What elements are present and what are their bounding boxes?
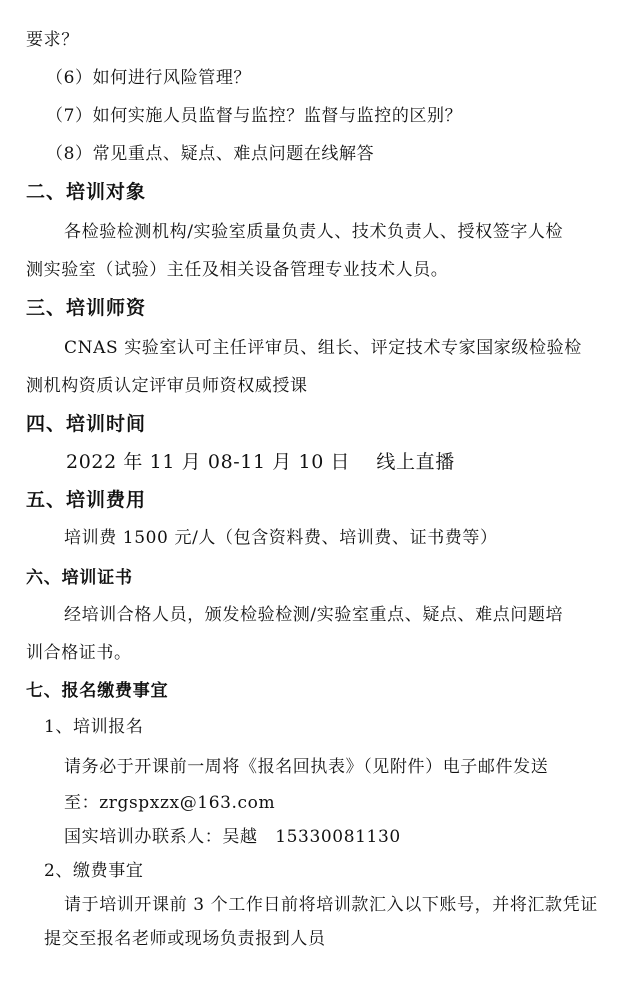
registration-instruction-line-1: 请务必于开课前一周将《报名回执表》（见附件）电子邮件发送 <box>64 757 549 777</box>
section-2-paragraph-line-1: 各检验检测机构/实验室质量负责人、技术负责人、授权签字人检 <box>64 222 564 242</box>
section-title-6: 六、培训证书 <box>26 568 133 588</box>
payment-instruction-line-2: 提交至报名老师或现场负责报到人员 <box>44 929 326 949</box>
question-8: （8）常见重点、疑点、难点问题在线解答 <box>46 144 375 164</box>
subsection-registration: 1、培训报名 <box>44 717 144 737</box>
section-title-3: 三、培训师资 <box>26 297 147 319</box>
subsection-payment: 2、缴费事宜 <box>44 861 144 881</box>
registration-contact: 国实培训办联系人：吴越 15330081130 <box>64 827 401 847</box>
section-title-2: 二、培训对象 <box>26 181 147 203</box>
payment-instruction-line-1: 请于培训开课前 3 个工作日前将培训款汇入以下账号，并将汇款凭证 <box>64 895 598 915</box>
section-title-5: 五、培训费用 <box>26 489 147 511</box>
question-6: （6）如何进行风险管理？ <box>46 68 252 88</box>
section-title-4: 四、培训时间 <box>26 413 147 435</box>
section-6-paragraph-line-1: 经培训合格人员，颁发检验检测/实验室重点、疑点、难点问题培 <box>64 605 564 625</box>
section-3-paragraph-line-2: 测机构资质认定评审员师资权威授课 <box>26 376 308 396</box>
section-title-7: 七、报名缴费事宜 <box>26 681 169 701</box>
continuation-text: 要求？ <box>26 30 79 50</box>
registration-email: 至：zrgspxzx@163.com <box>64 793 276 813</box>
training-dates: 2022 年 11 月 08-11 月 10 日 线上直播 <box>66 451 455 473</box>
section-2-paragraph-line-2: 测实验室（试验）主任及相关设备管理专业技术人员。 <box>26 260 449 280</box>
question-7: （7）如何实施人员监督与监控？监督与监控的区别？ <box>46 106 463 126</box>
training-fee: 培训费 1500 元/人（包含资料费、培训费、证书费等） <box>64 528 498 548</box>
section-3-paragraph-line-1: CNAS 实验室认可主任评审员、组长、评定技术专家国家级检验检 <box>64 338 582 358</box>
section-6-paragraph-line-2: 训合格证书。 <box>26 643 132 663</box>
